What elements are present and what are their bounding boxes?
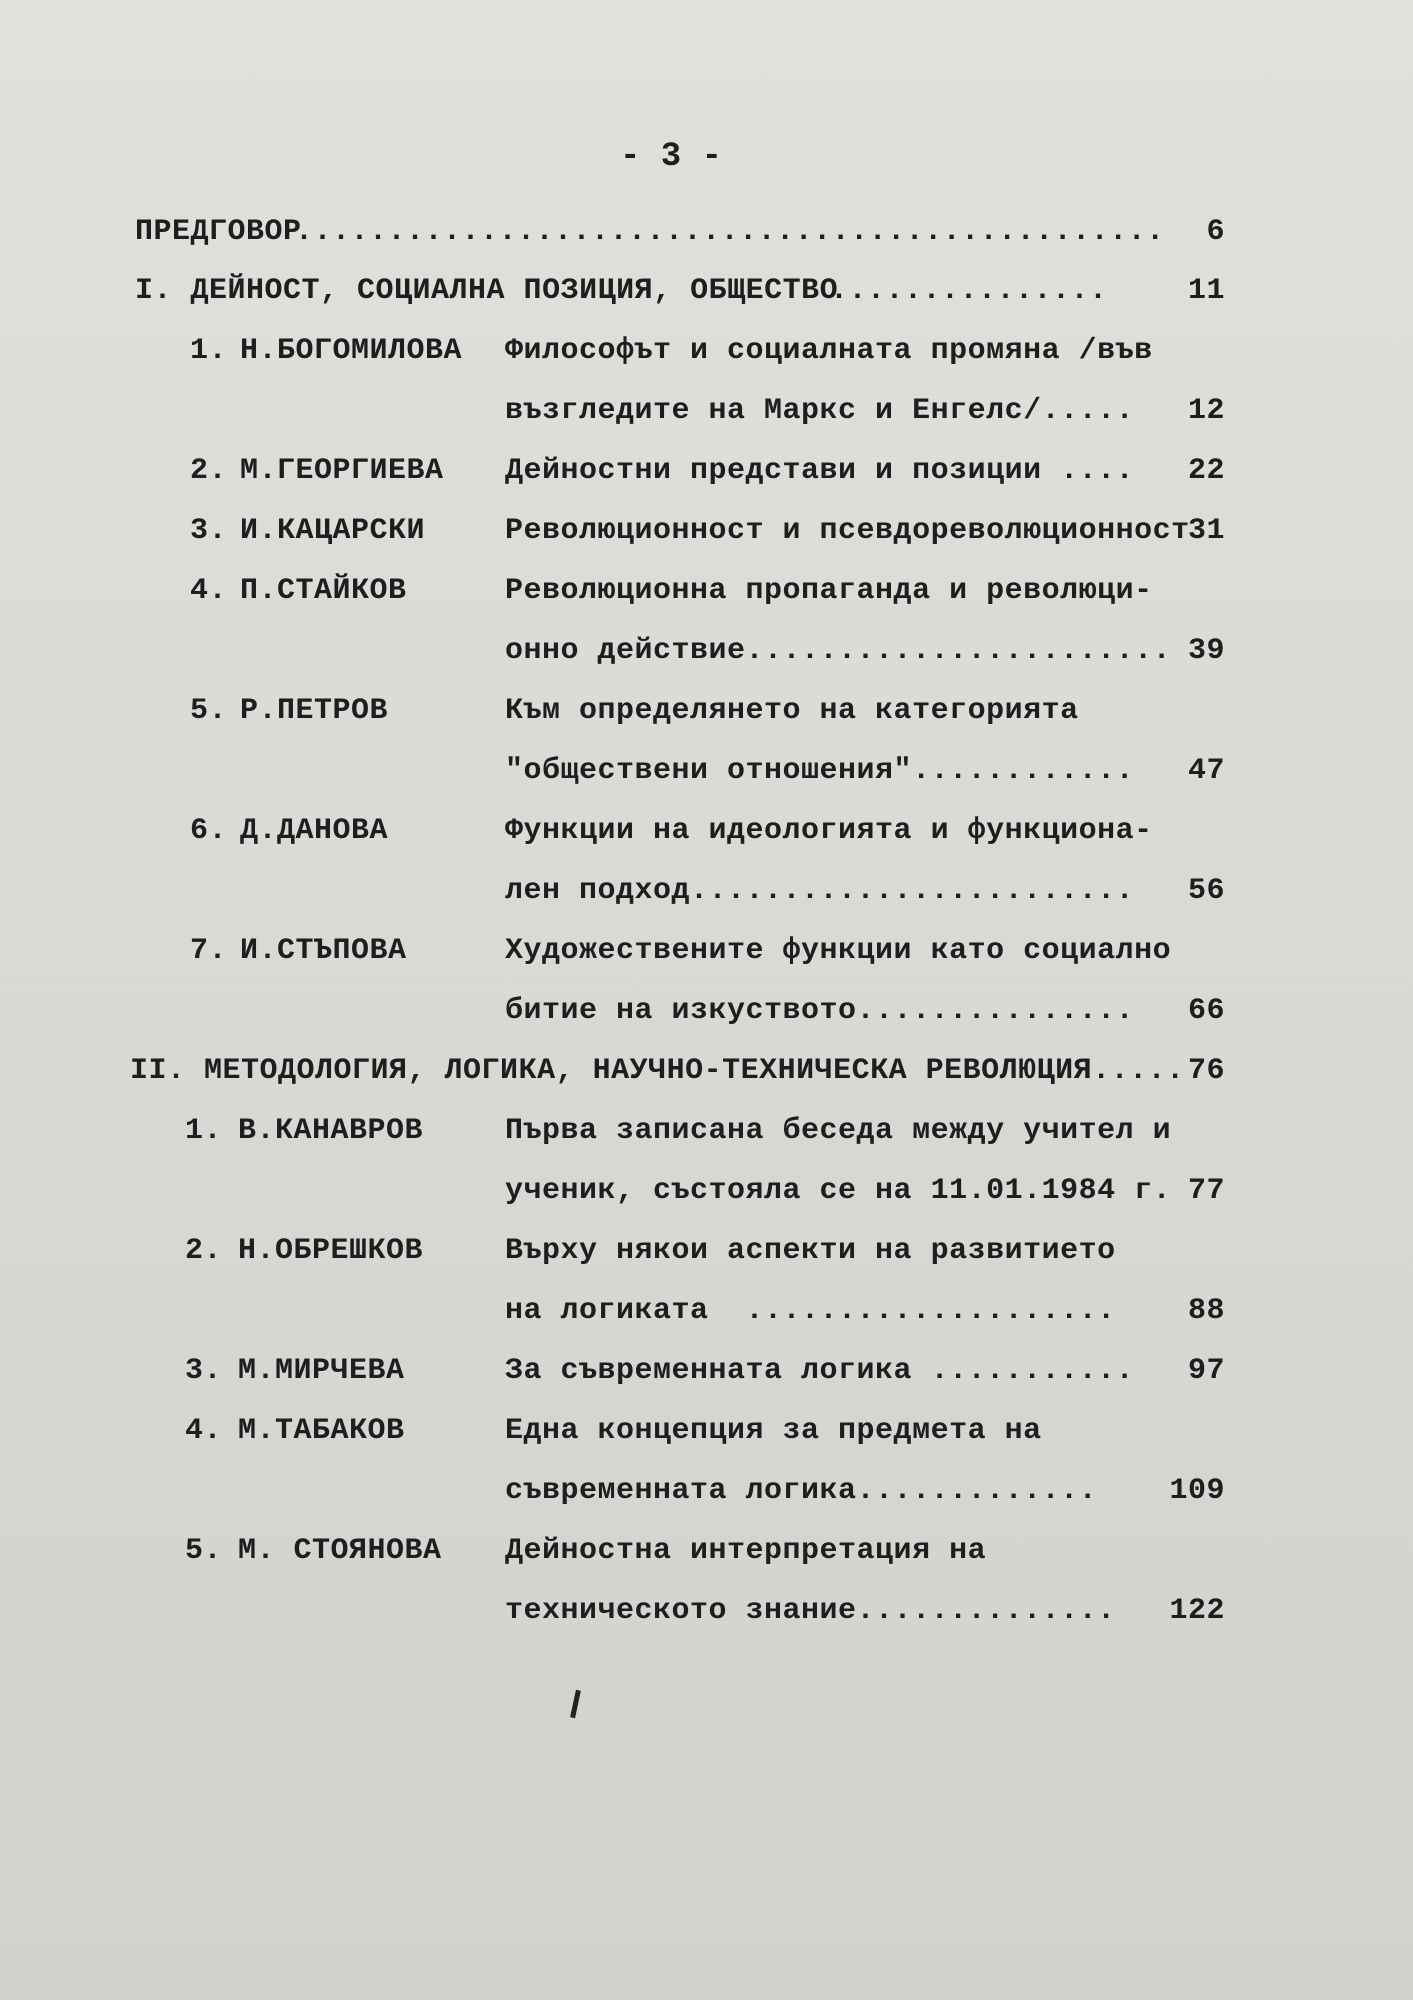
toc-item-num: 3.: [190, 514, 228, 548]
toc-item-title-line1: Дейностни представи и позиции ....: [505, 454, 1135, 488]
toc-item-title-line1: Функции на идеологията и функциона-: [505, 814, 1153, 848]
toc-item-page: 47: [1187, 754, 1225, 788]
toc-item-title-line1: Върху някои аспекти на развитието: [505, 1234, 1116, 1268]
toc-item-author: Н.БОГОМИЛОВА: [240, 334, 463, 368]
toc-section1-dots: ...............: [830, 274, 1108, 308]
toc-item-page: 122: [1169, 1594, 1225, 1628]
toc-item-author: Н.ОБРЕШКОВ: [238, 1234, 424, 1268]
toc-item-page: 77: [1187, 1174, 1225, 1208]
toc-item-num: 1.: [190, 334, 228, 368]
toc-item-title-line1: Революционност и псевдореволюционност: [505, 514, 1190, 548]
toc-item-title-line1: Философът и социалната промяна /във: [505, 334, 1153, 368]
toc-item-author: И.КАЦАРСКИ: [240, 514, 426, 548]
toc-item-page: 39: [1187, 634, 1225, 668]
toc-item-author: Д.ДАНОВА: [240, 814, 389, 848]
toc-item-page: 109: [1169, 1474, 1225, 1508]
toc-item-num: 4.: [185, 1414, 223, 1448]
toc-item-title-line1: За съвременната логика ...........: [505, 1354, 1135, 1388]
toc-item-title-line2: ученик, състояла се на 11.01.1984 г.: [505, 1174, 1172, 1208]
toc-item-num: 3.: [185, 1354, 223, 1388]
toc-item-author: Р.ПЕТРОВ: [240, 694, 389, 728]
toc-item-title-line2: лен подход........................: [505, 874, 1135, 908]
toc-preface-page: 6: [1206, 215, 1225, 249]
toc-item-title-line1: Дейностна интерпретация на: [505, 1534, 987, 1568]
toc-item-num: 2.: [190, 454, 228, 488]
toc-item-num: 4.: [190, 574, 228, 608]
toc-item-page: 31: [1187, 514, 1225, 548]
toc-item-author: М.ТАБАКОВ: [238, 1414, 405, 1448]
toc-item-author: М.ГЕОРГИЕВА: [240, 454, 444, 488]
toc-item-title-line1: Революционна пропаганда и революци-: [505, 574, 1153, 608]
toc-item-title-line1: Художествените функции като социално: [505, 934, 1172, 968]
toc-item-num: 1.: [185, 1114, 223, 1148]
toc-item-num: 5.: [185, 1534, 223, 1568]
toc-preface-title: ПРЕДГОВОР: [135, 215, 302, 249]
toc-section2-page: 76: [1187, 1054, 1225, 1088]
toc-section1-page: 11: [1187, 274, 1225, 308]
toc-item-title-line1: Към определянето на категорията: [505, 694, 1079, 728]
toc-item-author: И.СТЪПОВА: [240, 934, 407, 968]
toc-item-author: В.КАНАВРОВ: [238, 1114, 424, 1148]
toc-item-page: 88: [1187, 1294, 1225, 1328]
toc-item-page: 97: [1187, 1354, 1225, 1388]
toc-item-page: 56: [1187, 874, 1225, 908]
toc-item-num: 2.: [185, 1234, 223, 1268]
toc-item-page: 12: [1187, 394, 1225, 428]
toc-item-page: 22: [1187, 454, 1225, 488]
toc-preface-dots: ...............................................: [295, 215, 1165, 249]
toc-item-page: 66: [1187, 994, 1225, 1028]
toc-item-title-line2: "обществени отношения"............: [505, 754, 1135, 788]
toc-item-title-line2: техническото знание..............: [505, 1594, 1116, 1628]
toc-section2-title: II. МЕТОДОЛОГИЯ, ЛОГИКА, НАУЧНО-ТЕХНИЧЕСКА РЕВОЛЮЦИЯ.....: [130, 1054, 1185, 1088]
toc-item-num: 7.: [190, 934, 228, 968]
toc-item-title-line2: възгледите на Маркс и Енгелс/.....: [505, 394, 1135, 428]
toc-item-author: М.МИРЧЕВА: [238, 1354, 405, 1388]
toc-item-author: М. СТОЯНОВА: [238, 1534, 442, 1568]
toc-item-title-line2: съвременната логика.............: [505, 1474, 1098, 1508]
toc-item-num: 6.: [190, 814, 228, 848]
toc-section1-title: I. ДЕЙНОСТ, СОЦИАЛНА ПОЗИЦИЯ, ОБЩЕСТВО: [135, 274, 839, 308]
page-number: - 3 -: [620, 138, 723, 176]
toc-item-title-line1: Първа записана беседа между учител и: [505, 1114, 1172, 1148]
toc-item-title-line2: онно действие.......................: [505, 634, 1172, 668]
toc-item-author: П.СТАЙКОВ: [240, 574, 407, 608]
toc-item-title-line2: на логиката ....................: [505, 1294, 1116, 1328]
toc-item-title-line1: Една концепция за предмета на: [505, 1414, 1042, 1448]
toc-item-title-line2: битие на изкуството...............: [505, 994, 1135, 1028]
toc-item-num: 5.: [190, 694, 228, 728]
pen-mark: [570, 1690, 581, 1718]
